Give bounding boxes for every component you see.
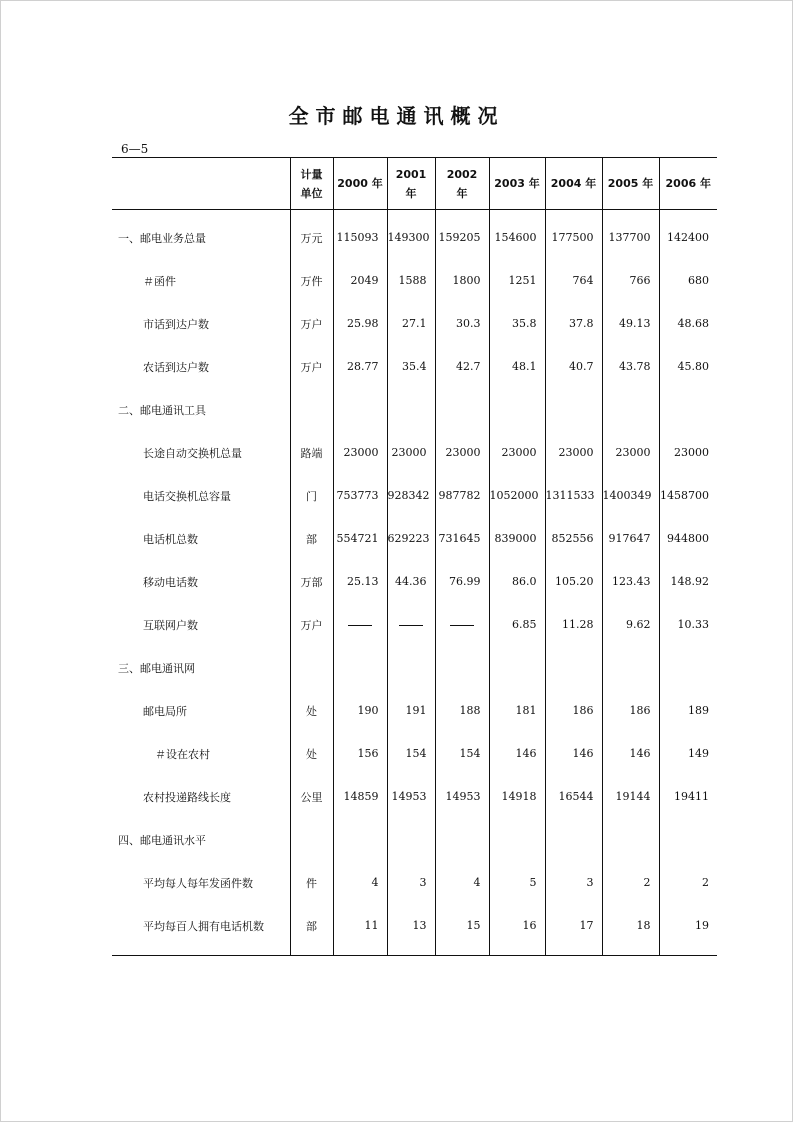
value-cell: 189 — [659, 689, 717, 732]
header-year-2006: 2006 年 — [659, 158, 717, 210]
value-cell — [602, 646, 659, 689]
value-cell: 45.80 — [659, 345, 717, 388]
row-label: 农村投递路线长度 — [143, 790, 231, 804]
value-cell: 23000 — [545, 431, 602, 474]
value-cell: 23000 — [659, 431, 717, 474]
value-cell: 4 — [333, 861, 387, 904]
value-cell — [333, 818, 387, 861]
value-cell: 1052000 — [489, 474, 545, 517]
table-row — [112, 646, 717, 689]
value-cell: 2 — [659, 861, 717, 904]
table-row — [112, 388, 717, 431]
value-cell: 1588 — [387, 259, 435, 302]
value-cell: 753773 — [333, 474, 387, 517]
row-unit: 件 — [290, 861, 333, 904]
row-unit: 处 — [290, 689, 333, 732]
row-label: 移动电话数 — [143, 575, 198, 589]
value-cell: 86.0 — [489, 560, 545, 603]
table-number: 6—5 — [121, 142, 149, 156]
value-cell: 181 — [489, 689, 545, 732]
value-cell: 25.98 — [333, 302, 387, 345]
header-year-2004: 2004 年 — [545, 158, 602, 210]
value-cell: 37.8 — [545, 302, 602, 345]
value-cell: 23000 — [602, 431, 659, 474]
row-unit — [290, 646, 333, 689]
row-label: 三、邮电通讯网 — [118, 661, 195, 675]
value-cell — [387, 818, 435, 861]
value-cell: 191 — [387, 689, 435, 732]
value-cell: 928342 — [387, 474, 435, 517]
row-unit: 万部 — [290, 560, 333, 603]
statistics-table — [112, 157, 717, 956]
row-unit: 万户 — [290, 302, 333, 345]
header-year-2001: 2001 年 — [387, 158, 435, 210]
value-cell: 30.3 — [435, 302, 489, 345]
value-cell — [489, 388, 545, 431]
value-cell — [435, 603, 489, 646]
table-row — [112, 302, 717, 345]
value-cell: 43.78 — [602, 345, 659, 388]
value-cell: 105.20 — [545, 560, 602, 603]
header-row — [112, 158, 717, 210]
value-cell: 19 — [659, 904, 717, 956]
value-cell — [489, 818, 545, 861]
value-cell: 142400 — [659, 210, 717, 260]
value-cell: 680 — [659, 259, 717, 302]
no-data-dash — [450, 625, 474, 626]
value-cell — [602, 388, 659, 431]
value-cell — [545, 818, 602, 861]
value-cell: 852556 — [545, 517, 602, 560]
table-row — [112, 560, 717, 603]
value-cell — [387, 603, 435, 646]
value-cell: 11 — [333, 904, 387, 956]
value-cell: 123.43 — [602, 560, 659, 603]
value-cell: 146 — [489, 732, 545, 775]
value-cell: 16 — [489, 904, 545, 956]
value-cell: 154 — [435, 732, 489, 775]
value-cell: 23000 — [435, 431, 489, 474]
no-data-dash — [399, 625, 423, 626]
value-cell: 40.7 — [545, 345, 602, 388]
value-cell: 4 — [435, 861, 489, 904]
row-label: ＃函件 — [143, 274, 176, 288]
row-unit: 万户 — [290, 603, 333, 646]
value-cell: 186 — [602, 689, 659, 732]
table-row — [112, 861, 717, 904]
value-cell: 28.77 — [333, 345, 387, 388]
value-cell: 190 — [333, 689, 387, 732]
header-year-2000: 2000 年 — [333, 158, 387, 210]
value-cell: 35.8 — [489, 302, 545, 345]
value-cell: 3 — [545, 861, 602, 904]
row-unit — [290, 818, 333, 861]
value-cell: 23000 — [333, 431, 387, 474]
value-cell: 3 — [387, 861, 435, 904]
value-cell: 11.28 — [545, 603, 602, 646]
value-cell: 186 — [545, 689, 602, 732]
value-cell: 2 — [602, 861, 659, 904]
value-cell: 629223 — [387, 517, 435, 560]
value-cell — [435, 818, 489, 861]
value-cell: 987782 — [435, 474, 489, 517]
value-cell: 554721 — [333, 517, 387, 560]
value-cell: 156 — [333, 732, 387, 775]
row-label: ＃设在农村 — [155, 747, 210, 761]
row-unit: 万户 — [290, 345, 333, 388]
value-cell: 18 — [602, 904, 659, 956]
value-cell: 177500 — [545, 210, 602, 260]
value-cell: 14953 — [435, 775, 489, 818]
table-row — [112, 345, 717, 388]
row-label: 二、邮电通讯工具 — [118, 403, 206, 417]
value-cell: 1400349 — [602, 474, 659, 517]
value-cell: 154 — [387, 732, 435, 775]
value-cell: 10.33 — [659, 603, 717, 646]
value-cell: 23000 — [489, 431, 545, 474]
value-cell: 48.1 — [489, 345, 545, 388]
row-unit: 路端 — [290, 431, 333, 474]
no-data-dash — [348, 625, 372, 626]
table-row — [112, 603, 717, 646]
value-cell: 1311533 — [545, 474, 602, 517]
row-label: 市话到达户数 — [143, 317, 209, 331]
row-label: 一、邮电业务总量 — [118, 231, 206, 245]
row-label: 电话交换机总容量 — [143, 489, 231, 503]
value-cell: 1800 — [435, 259, 489, 302]
value-cell — [602, 818, 659, 861]
value-cell — [333, 603, 387, 646]
value-cell: 917647 — [602, 517, 659, 560]
value-cell: 27.1 — [387, 302, 435, 345]
table-row — [112, 689, 717, 732]
row-unit: 万件 — [290, 259, 333, 302]
value-cell: 731645 — [435, 517, 489, 560]
header-year-2005: 2005 年 — [602, 158, 659, 210]
table-row — [112, 775, 717, 818]
value-cell: 115093 — [333, 210, 387, 260]
value-cell — [659, 388, 717, 431]
header-unit: 计量 单位 — [290, 158, 333, 210]
value-cell: 944800 — [659, 517, 717, 560]
row-unit: 部 — [290, 517, 333, 560]
table-row — [112, 732, 717, 775]
row-label: 电话机总数 — [143, 532, 198, 546]
value-cell: 839000 — [489, 517, 545, 560]
value-cell — [333, 646, 387, 689]
value-cell: 42.7 — [435, 345, 489, 388]
value-cell: 14953 — [387, 775, 435, 818]
row-label: 平均每百人拥有电话机数 — [143, 919, 264, 933]
table-row — [112, 210, 717, 260]
value-cell: 17 — [545, 904, 602, 956]
value-cell: 48.68 — [659, 302, 717, 345]
row-label: 长途自动交换机总量 — [143, 446, 242, 460]
table-row — [112, 818, 717, 861]
header-item-blank — [112, 158, 290, 210]
table-row — [112, 474, 717, 517]
table-row — [112, 431, 717, 474]
value-cell: 19411 — [659, 775, 717, 818]
value-cell: 35.4 — [387, 345, 435, 388]
value-cell — [333, 388, 387, 431]
row-unit — [290, 388, 333, 431]
value-cell: 76.99 — [435, 560, 489, 603]
row-unit: 处 — [290, 732, 333, 775]
value-cell: 1458700 — [659, 474, 717, 517]
value-cell: 146 — [602, 732, 659, 775]
row-label: 四、邮电通讯水平 — [118, 833, 206, 847]
value-cell: 149 — [659, 732, 717, 775]
value-cell — [545, 646, 602, 689]
value-cell: 23000 — [387, 431, 435, 474]
row-label: 互联网户数 — [143, 618, 198, 632]
value-cell — [489, 646, 545, 689]
table-row — [112, 904, 717, 956]
value-cell: 14918 — [489, 775, 545, 818]
value-cell — [659, 646, 717, 689]
value-cell: 19144 — [602, 775, 659, 818]
header-year-2002: 2002 年 — [435, 158, 489, 210]
value-cell: 6.85 — [489, 603, 545, 646]
row-label: 平均每人每年发函件数 — [143, 876, 253, 890]
page-title: 全市邮电通讯概况 — [288, 104, 505, 128]
value-cell: 9.62 — [602, 603, 659, 646]
value-cell: 148.92 — [659, 560, 717, 603]
value-cell — [387, 388, 435, 431]
value-cell: 44.36 — [387, 560, 435, 603]
table-row — [112, 517, 717, 560]
value-cell: 13 — [387, 904, 435, 956]
value-cell: 14859 — [333, 775, 387, 818]
value-cell: 25.13 — [333, 560, 387, 603]
value-cell: 5 — [489, 861, 545, 904]
value-cell: 154600 — [489, 210, 545, 260]
value-cell — [387, 646, 435, 689]
row-unit: 公里 — [290, 775, 333, 818]
value-cell: 16544 — [545, 775, 602, 818]
row-unit: 万元 — [290, 210, 333, 260]
value-cell: 766 — [602, 259, 659, 302]
value-cell: 188 — [435, 689, 489, 732]
value-cell — [545, 388, 602, 431]
value-cell: 159205 — [435, 210, 489, 260]
value-cell: 2049 — [333, 259, 387, 302]
row-label: 邮电局所 — [143, 704, 187, 718]
value-cell: 15 — [435, 904, 489, 956]
value-cell — [659, 818, 717, 861]
value-cell — [435, 388, 489, 431]
value-cell: 146 — [545, 732, 602, 775]
value-cell: 764 — [545, 259, 602, 302]
value-cell: 1251 — [489, 259, 545, 302]
table-row — [112, 259, 717, 302]
value-cell: 149300 — [387, 210, 435, 260]
value-cell: 49.13 — [602, 302, 659, 345]
value-cell — [435, 646, 489, 689]
row-unit: 门 — [290, 474, 333, 517]
value-cell: 137700 — [602, 210, 659, 260]
row-unit: 部 — [290, 904, 333, 956]
header-year-2003: 2003 年 — [489, 158, 545, 210]
row-label: 农话到达户数 — [143, 360, 209, 374]
